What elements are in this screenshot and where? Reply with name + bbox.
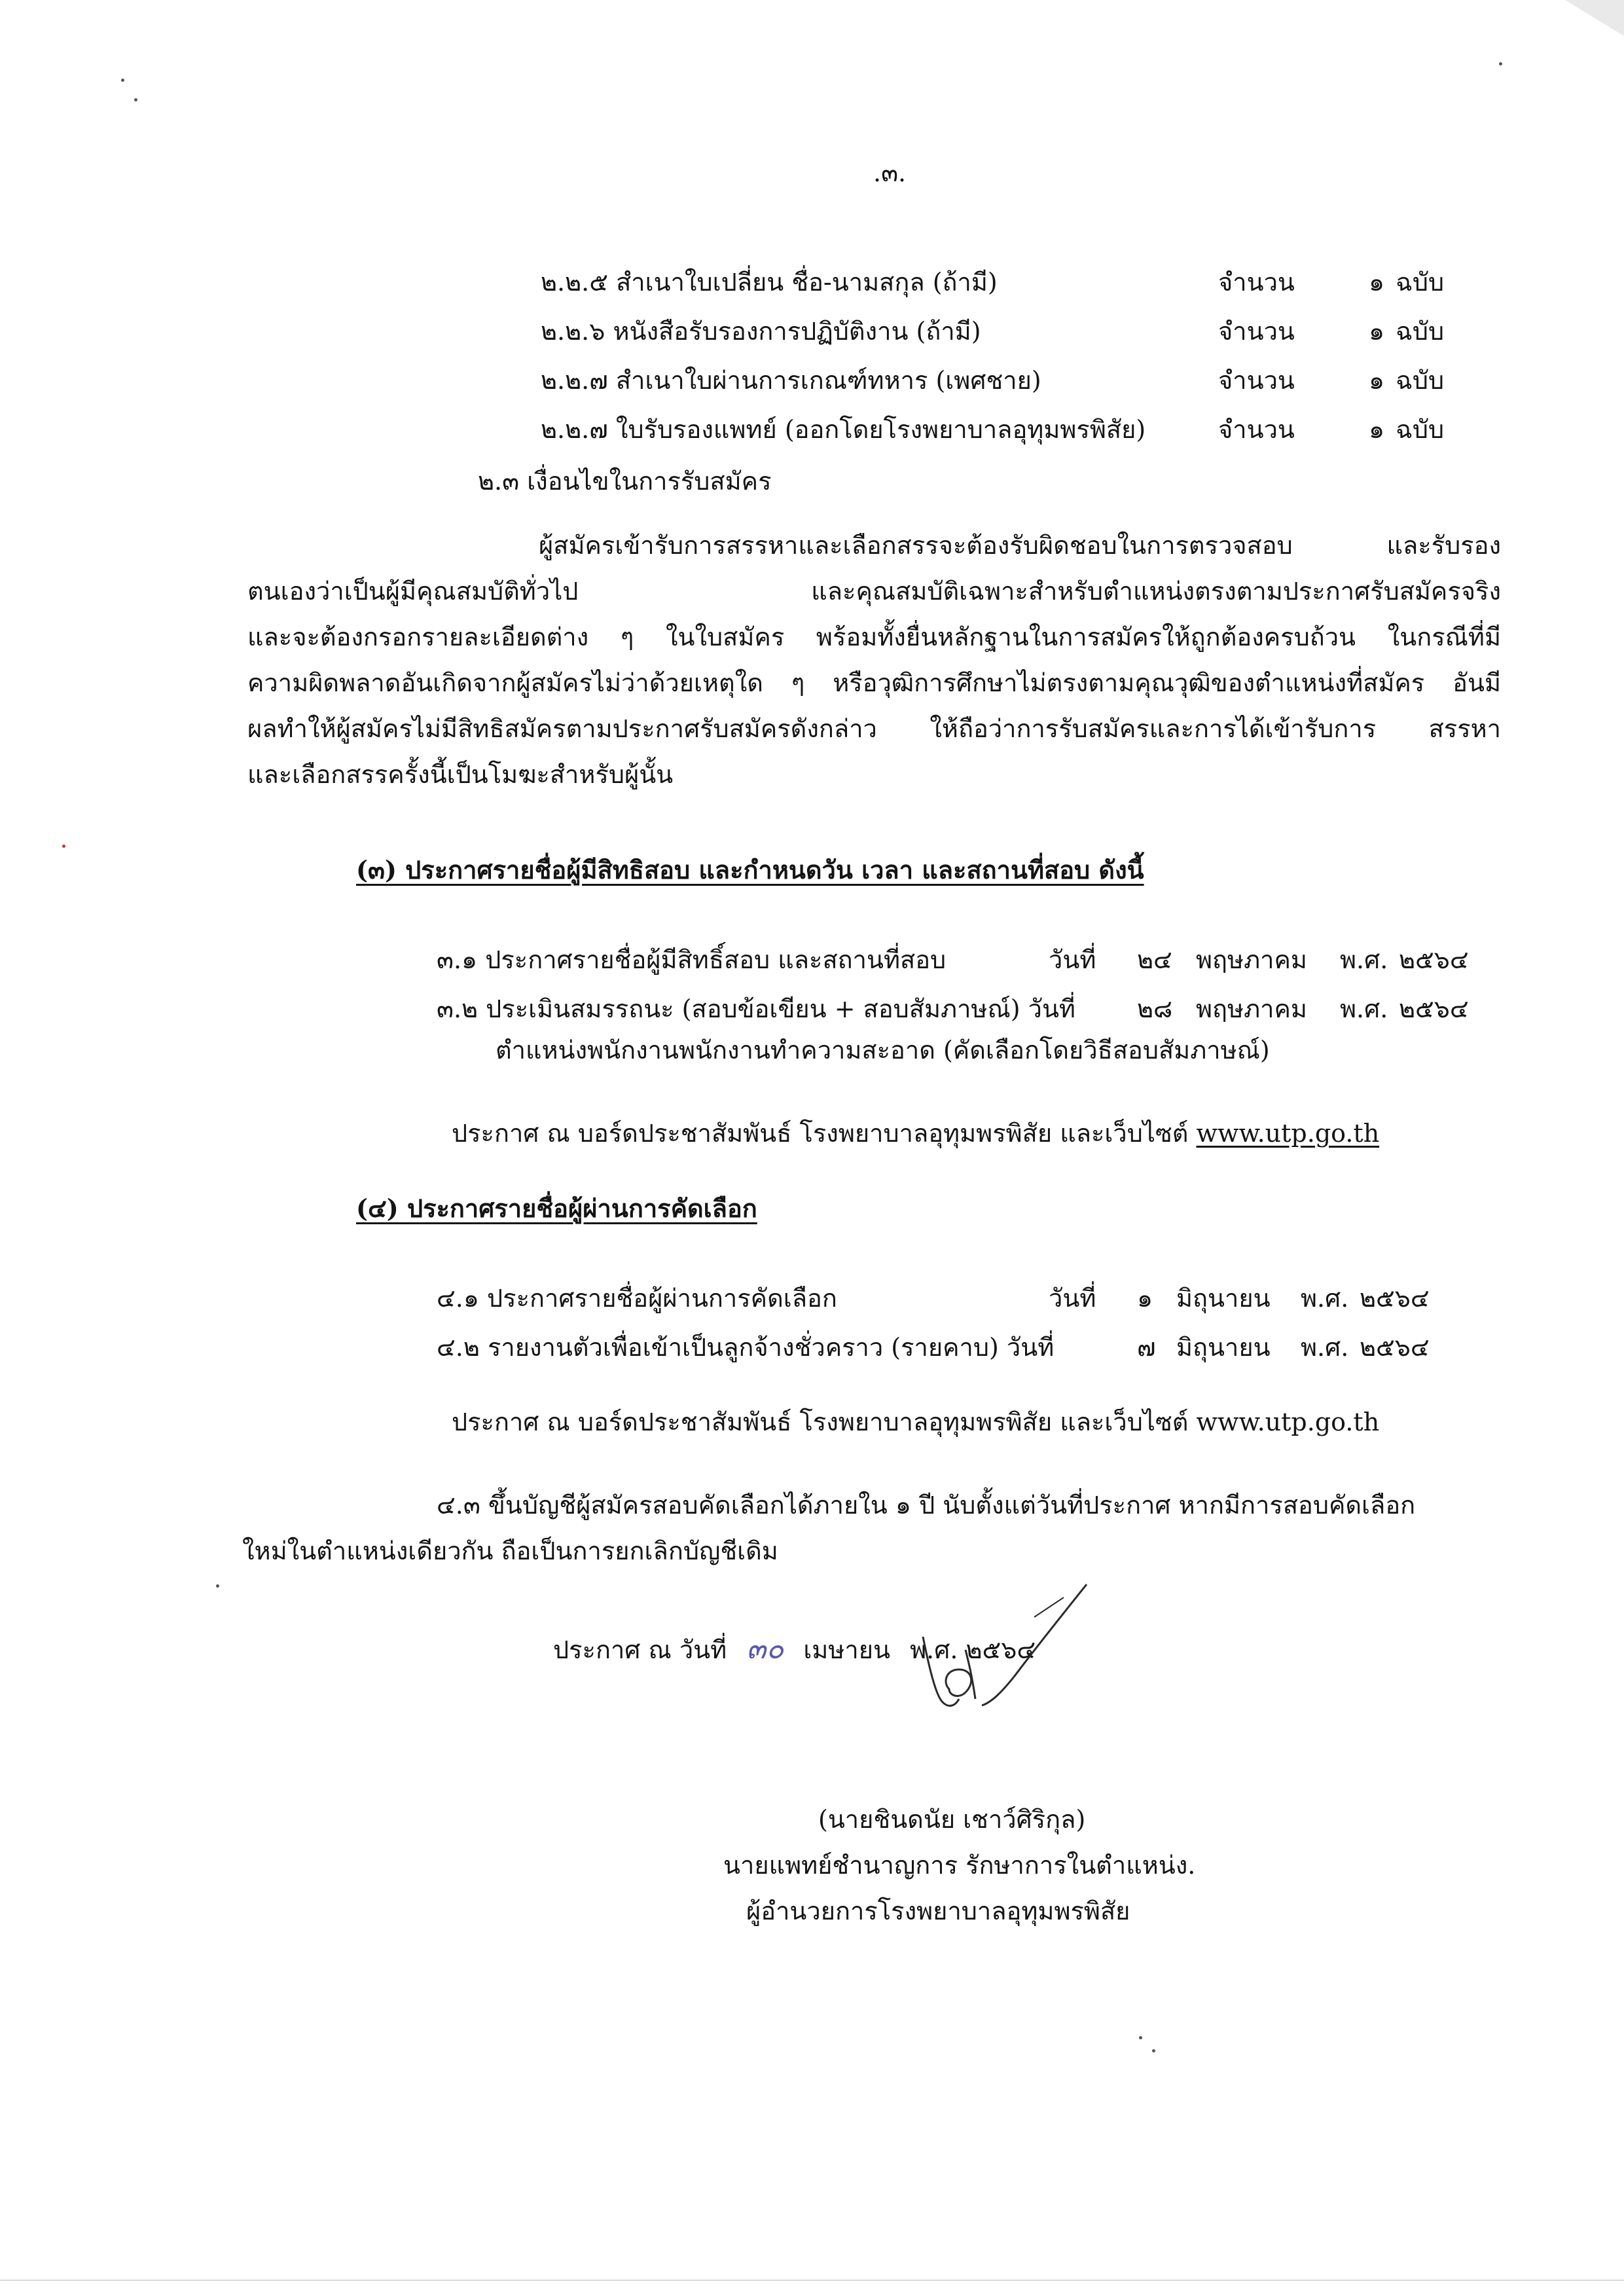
document-unit: ฉบับ	[1396, 317, 1445, 346]
scan-speck	[1139, 2036, 1142, 2039]
scan-speck	[1499, 62, 1502, 65]
date-year: ๒๕๖๔	[965, 1635, 1036, 1664]
schedule-era: พ.ศ.	[1301, 1284, 1349, 1313]
signature-mark	[903, 1571, 1100, 1768]
schedule-item	[437, 1327, 1484, 1360]
announcement-line	[452, 1410, 1379, 1434]
schedule-year: ๒๕๖๔	[1360, 1333, 1430, 1362]
scan-speck	[1152, 2049, 1155, 2052]
document-count: ๑	[1369, 317, 1385, 346]
schedule-item	[437, 939, 1484, 972]
handwritten-day: ๓๐	[746, 1632, 784, 1666]
schedule-day: ๒๔	[1137, 945, 1172, 974]
schedule-era: พ.ศ.	[1340, 994, 1388, 1023]
document-count: ๑	[1369, 366, 1385, 395]
schedule-era: พ.ศ.	[1340, 945, 1388, 974]
document-count: ๑	[1369, 268, 1385, 297]
document-item	[541, 409, 1457, 442]
conditions-line: และเลือกสรรครั้งนี้เป็นโมฆะสำหรับผู้นั้น	[247, 760, 674, 789]
schedule-day: ๑	[1137, 1284, 1153, 1313]
page-number: .๓.	[873, 158, 907, 187]
schedule-month: พฤษภาคม	[1196, 945, 1307, 974]
document-unit: ฉบับ	[1396, 268, 1445, 297]
scan-speck	[62, 845, 65, 848]
conditions-line: และจะต้องกรอกรายละเอียดต่าง ๆ ในใบสมัคร พร้อมทั้งยื่นหลักฐานในการสมัครให้ถูกต้องครบถ้วน ในกรณีที่มี	[247, 623, 1501, 651]
announcement-text: ประกาศ ณ บอร์ดประชาสัมพันธ์ โรงพยาบาลอุทุมพรพิสัย และเว็บไซต์	[452, 1119, 1189, 1148]
schedule-month: มิถุนายน	[1176, 1284, 1271, 1313]
date-era: พ.ศ.	[910, 1635, 958, 1664]
document-label: ๒.๒.๖ หนังสือรับรองการปฏิบัติงาน (ถ้ามี)	[541, 317, 981, 346]
scan-corner-mark	[1565, 0, 1624, 39]
document-count-label: จำนวน	[1218, 268, 1295, 297]
position-note: ตำแหน่งพนักงานพนักงานทำความสะอาด (คัดเลือกโดยวิธีสอบสัมภาษณ์)	[496, 1036, 1270, 1065]
scan-edge-line	[0, 2280, 1624, 2281]
signatory-title: นายแพทย์ชำนาญการ รักษาการในตำแหน่ง.	[723, 1851, 1196, 1880]
document-count-label: จำนวน	[1218, 317, 1295, 346]
document-item	[541, 360, 1457, 393]
conditions-line: ตนเองว่าเป็นผู้มีคุณสมบัติทั่วไป และคุณสมบัติเฉพาะสำหรับตำแหน่งตรงตามประกาศรับสมัครจริง	[247, 577, 1501, 606]
list-note-line: ๔.๓ ขึ้นบัญชีผู้สมัครสอบคัดเลือกได้ภายใน ๑ ปี นับตั้งแต่วันที่ประกาศ หากมีการสอบคัดเลือก	[437, 1491, 1416, 1520]
document-label: ๒.๒.๗ สำเนาใบผ่านการเกณฑ์ทหาร (เพศชาย)	[541, 366, 1041, 395]
signatory-position: ผู้อำนวยการโรงพยาบาลอุทุมพรพิสัย	[746, 1897, 1130, 1925]
document-unit: ฉบับ	[1396, 366, 1445, 395]
schedule-day: ๗	[1137, 1333, 1156, 1362]
scan-speck	[121, 79, 124, 82]
document-count: ๑	[1369, 415, 1385, 444]
conditions-line: ความผิดพลาดอันเกิดจากผู้สมัครไม่ว่าด้วยเหตุใด ๆ หรือวุฒิการศึกษาไม่ตรงตามคุณวุฒิของตำแหน่งที่สมัคร อันมี	[247, 668, 1501, 697]
announcement-line	[452, 1121, 1379, 1146]
schedule-label: ๔.๑ ประกาศรายชื่อผู้ผ่านการคัดเลือก	[437, 1284, 837, 1313]
document-count-label: จำนวน	[1218, 415, 1295, 444]
conditions-line: ผลทำให้ผู้สมัครไม่มีสิทธิสมัครตามประกาศรับสมัครดังกล่าว ให้ถือว่าการรับสมัครและการได้เข้ารับการ สรรหา	[247, 714, 1501, 743]
schedule-month: พฤษภาคม	[1196, 994, 1307, 1023]
schedule-day-label: วันที่	[1049, 945, 1096, 974]
schedule-item	[437, 1278, 1484, 1311]
schedule-day: ๒๘	[1137, 994, 1173, 1023]
schedule-era: พ.ศ.	[1301, 1333, 1349, 1362]
schedule-month: มิถุนายน	[1176, 1333, 1271, 1362]
date-prefix: ประกาศ ณ วันที่	[553, 1635, 727, 1664]
date-month: เมษายน	[803, 1635, 890, 1664]
document-count-label: จำนวน	[1218, 366, 1295, 395]
schedule-label: ๓.๑ ประกาศรายชื่อผู้มีสิทธิ์สอบ และสถานที่สอบ	[437, 945, 947, 974]
conditions-paragraph	[247, 522, 1501, 797]
document-item	[541, 262, 1457, 295]
section3-heading: (๓) ประกาศรายชื่อผู้มีสิทธิสอบ และกำหนดวัน เวลา และสถานที่สอบ ดังนี้	[356, 855, 1144, 884]
signatory-name: (นายชินดนัย เชาว์ศิริกุล)	[818, 1805, 1086, 1834]
schedule-day-label: วันที่	[1049, 1284, 1096, 1313]
schedule-year: ๒๕๖๔	[1399, 994, 1469, 1023]
section4-heading: (๔) ประกาศรายชื่อผู้ผ่านการคัดเลือก	[356, 1194, 757, 1223]
list-note-line: ใหม่ในตำแหน่งเดียวกัน ถือเป็นการยกเลิกบัญชีเดิม	[242, 1537, 778, 1565]
conditions-line: ผู้สมัครเข้ารับการสรรหาและเลือกสรรจะต้องรับผิดชอบในการตรวจสอบ และรับรอง	[539, 531, 1501, 560]
document-label: ๒.๒.๕ สำเนาใบเปลี่ยน ชื่อ-นามสกุล (ถ้ามี)	[541, 268, 998, 297]
document-label: ๒.๒.๗ ใบรับรองแพทย์ (ออกโดยโรงพยาบาลอุทุมพรพิสัย)	[541, 415, 1146, 444]
scan-speck	[216, 1584, 219, 1588]
conditions-heading: ๒.๓ เงื่อนไขในการรับสมัคร	[478, 467, 772, 496]
website-link[interactable]: www.utp.go.th	[1196, 1119, 1380, 1148]
schedule-label: ๔.๒ รายงานตัวเพื่อเข้าเป็นลูกจ้างชั่วคราว (รายคาบ) วันที่	[437, 1333, 1055, 1362]
scan-speck	[134, 98, 137, 101]
schedule-year: ๒๕๖๔	[1399, 945, 1469, 974]
schedule-label: ๓.๒ ประเมินสมรรถนะ (สอบข้อเขียน + สอบสัมภาษณ์) วันที่	[437, 994, 1075, 1023]
website-link[interactable]: www.utp.go.th	[1196, 1408, 1380, 1436]
announcement-text: ประกาศ ณ บอร์ดประชาสัมพันธ์ โรงพยาบาลอุทุมพรพิสัย และเว็บไซต์	[452, 1408, 1189, 1436]
document-item	[541, 311, 1457, 344]
schedule-item	[437, 989, 1484, 1021]
document-unit: ฉบับ	[1396, 415, 1445, 444]
schedule-year: ๒๕๖๔	[1360, 1284, 1430, 1313]
